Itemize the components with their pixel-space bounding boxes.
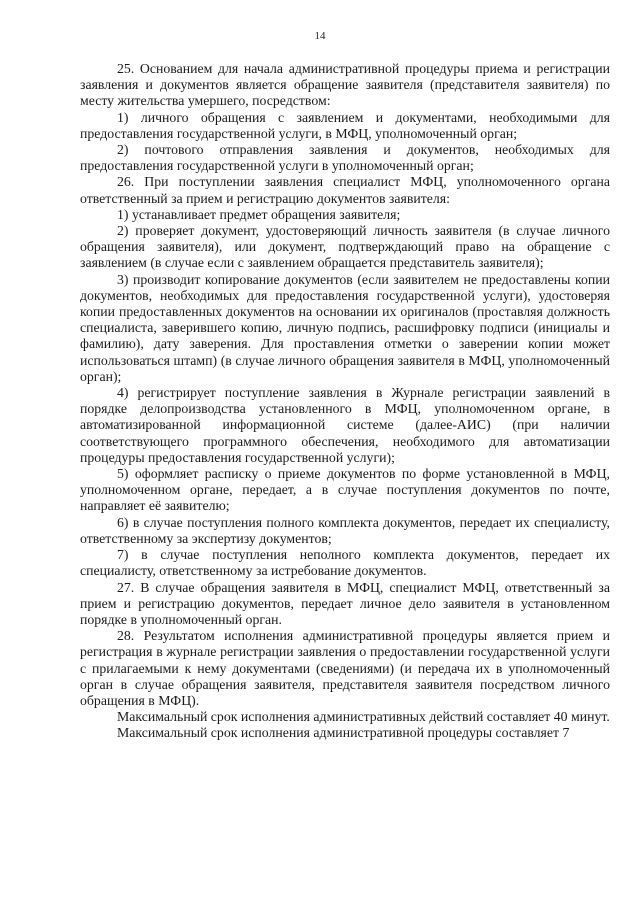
list-item-26-5: 5) оформляет расписку о приеме документов по форме установленной в МФЦ, уполномоченном органе, передает, а в случае поступления документов по почте, направляет её заявителю; — [80, 466, 610, 514]
paragraph-28: 28. Результатом исполнения административной процедуры является прием и регистрация в журнале регистрации заявления о предоставлении государственной услуги с прилагаемыми к нему документами (сведениями) (и передача их в уполномоченный орган в случае обращения заявителя, представителя заявителя посредством личного обращения в МФЦ). — [80, 628, 610, 708]
list-item-26-6: 6) в случае поступления полного комплекта документов, передает их специалисту, ответственному за экспертизу документов; — [80, 514, 610, 546]
document-body — [80, 61, 610, 742]
paragraph-27: 27. В случае обращения заявителя в МФЦ, специалист МФЦ, ответственный за прием и регистрацию документов, передает личное дело заявителя в установленном порядке в уполномоченный орган. — [80, 579, 610, 627]
list-item-25-1: 1) личного обращения с заявлением и документами, необходимыми для предоставления государственной услуги, в МФЦ, уполномоченный орган; — [80, 109, 610, 141]
list-item-26-4: 4) регистрирует поступление заявления в Журнале регистрации заявлений в порядке делопроизводства установленного в МФЦ, уполномоченном органе, в автоматизированной информационной системе (далее-АИС) (при наличии соответствующего программного обеспечения, необходимого для автоматизации процедуры предоставления государственной услуги); — [80, 385, 610, 465]
paragraph-25: 25. Основанием для начала административной процедуры приема и регистрации заявления и документов является обращение заявителя (представителя заявителя) по месту жительства умершего, посредством: — [80, 61, 610, 109]
list-item-26-3: 3) производит копирование документов (если заявителем не предоставлены копии документов, необходимых для предоставления государственной услуги), удостоверяя копии предоставленных документов на основании их оригиналов (проставляя должность специалиста, заверившего копию, личную подпись, расшифровку подписи (инициалы и фамилию), дату заверения. Для проставления отметки о заверении копии может использоваться штамп) (в случае личного обращения заявителя в МФЦ, уполномоченный орган); — [80, 271, 610, 384]
paragraph-max-actions-time: Максимальный срок исполнения административных действий составляет 40 минут. — [117, 709, 610, 725]
paragraph-26: 26. При поступлении заявления специалист МФЦ, уполномоченного органа ответственный за прием и регистрацию документов заявителя: — [80, 174, 610, 206]
page-number: 14 — [314, 30, 326, 42]
list-item-26-2: 2) проверяет документ, удостоверяющий личность заявителя (в случае личного обращения заявителя), или документ, подтверждающий право на обращение с заявлением (в случае если с заявлением обращается представитель заявителя); — [80, 223, 610, 271]
list-item-25-2: 2) почтового отправления заявления и документов, необходимых для предоставления государственной услуги в уполномоченный орган; — [80, 142, 610, 174]
paragraph-max-procedure-time: Максимальный срок исполнения административной процедуры составляет 7 — [117, 725, 570, 741]
list-item-26-7: 7) в случае поступления неполного комплекта документов, передает их специалисту, ответственному за истребование документов. — [80, 547, 610, 579]
list-item-26-1: 1) устанавливает предмет обращения заявителя; — [117, 206, 401, 222]
